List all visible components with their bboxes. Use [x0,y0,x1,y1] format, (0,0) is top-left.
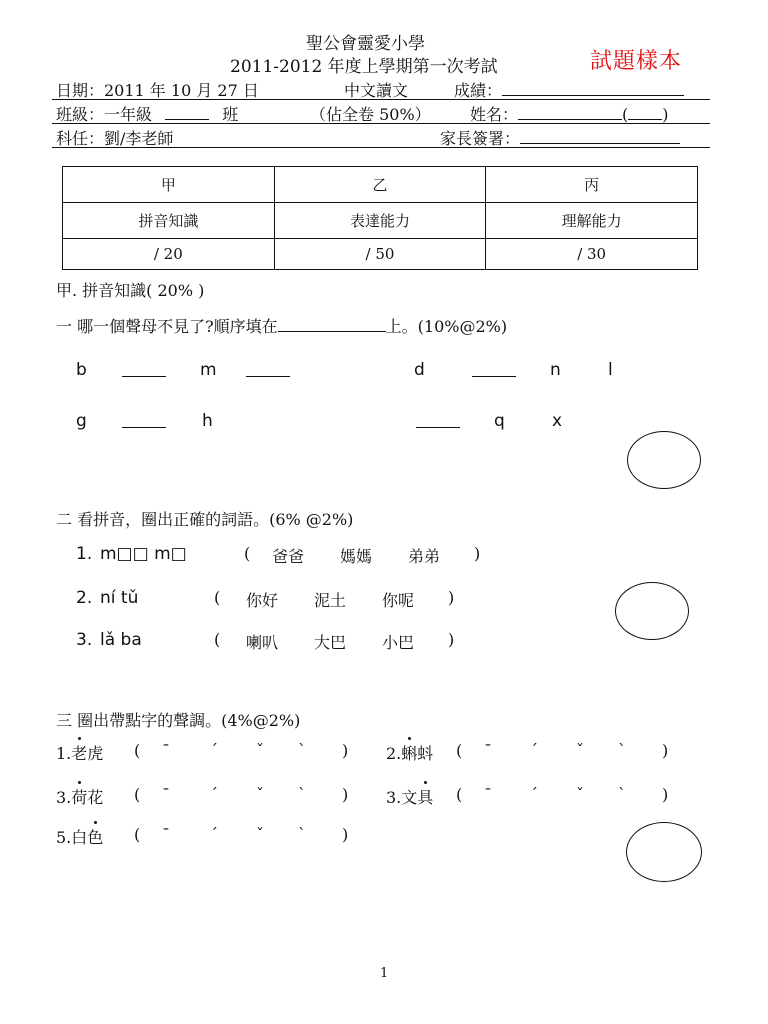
header-rule-2 [52,123,710,124]
score-blank[interactable] [502,81,684,96]
exam-title: 2011-2012 年度上學期第一次考試 [230,57,498,77]
q1-title-suffix: 上。(10%@2%) [385,317,508,336]
q3-item-4 [386,785,433,808]
q2-item-1-option-2[interactable]: 媽媽 [340,547,373,566]
q3-item-2-tone-4[interactable]: ˋ [618,741,626,760]
class-suffix: 班 [222,105,239,124]
q2-item-2-number: 2. [76,588,93,608]
section-yi-score[interactable]: / 50 [274,238,486,269]
q3-item-2-char-1: 蝌 [401,741,417,764]
q3-item-4-tone-1[interactable]: ˉ [484,785,492,804]
q1-letter-m: m [200,360,217,380]
q2-item-1-number: 1. [76,544,93,564]
class-label: 班級：一年級 [56,105,153,124]
header-rule-1 [52,99,710,100]
q2-item-3-number: 3. [76,630,93,650]
q3-item-3-close: ) [342,785,349,804]
q3-item-5-char-2: 色 [87,825,103,848]
q3-item-1-tone-4[interactable]: ˋ [298,741,306,760]
q3-item-4-char-1: 文 [401,788,418,807]
q3-item-2-tone-3[interactable]: ˇ [576,741,584,760]
q3-item-5-open: ( [134,825,141,844]
q3-item-4-tone-2[interactable]: ˊ [530,785,538,804]
q3-item-3-tone-3[interactable]: ˇ [256,785,264,804]
q3-item-5-tone-2[interactable]: ˊ [210,825,218,844]
q2-item-1-open: ( [244,544,251,563]
q2-item-2-option-3[interactable]: 你呢 [382,591,415,610]
q3-item-2 [386,741,433,764]
q3-item-5-tone-4[interactable]: ˋ [298,825,306,844]
q3-item-2-open: ( [456,741,463,760]
header-rule-3 [52,147,710,148]
q1-blank-2[interactable] [246,362,290,377]
name-blank[interactable] [518,105,622,120]
q3-item-3-char-2: 花 [87,788,104,807]
q1-letter-x: x [552,411,563,431]
q3-item-3-tone-2[interactable]: ˊ [210,785,218,804]
q1-blank-1[interactable] [122,362,166,377]
school-name: 聖公會靈愛小學 [306,34,425,54]
q3-item-1-tone-2[interactable]: ˊ [210,741,218,760]
q1-letter-g: g [76,411,87,431]
q3-item-5 [56,825,103,848]
q1-blank-3[interactable] [472,362,516,377]
q1-letter-h: h [202,411,213,431]
parent-sign-field[interactable] [440,126,680,149]
q3-item-4-tone-4[interactable]: ˋ [618,785,626,804]
exam-date: 日期：2011 年 10 月 27 日 [56,81,259,100]
sample-stamp: 試題樣本 [590,49,683,74]
section-jia-score[interactable]: / 20 [63,238,275,269]
q2-item-1-option-3[interactable]: 弟弟 [408,547,441,566]
q3-item-3-char-1: 荷 [71,785,87,808]
q1-score-circle [627,431,701,489]
section-yi-header: 乙 [274,167,486,203]
q3-item-4-close: ) [662,785,669,804]
q3-item-5-tone-1[interactable]: ˉ [162,825,170,844]
q3-item-1-char-1: 老 [71,741,87,764]
score-field[interactable] [454,78,684,101]
weight-note: （佔全卷 50%） [310,105,431,124]
q3-item-1-open: ( [134,741,141,760]
q3-item-5-tone-3[interactable]: ˇ [256,825,264,844]
section-jia-name: 拼音知識 [63,202,275,238]
q3-item-2-close: ) [662,741,669,760]
parent-sign-label: 家長簽署： [440,129,521,148]
class-field [56,102,238,125]
q1-blank-4[interactable] [122,413,166,428]
q2-item-2-open: ( [214,588,221,607]
table-row [63,238,698,269]
section-bing-header: 丙 [486,167,698,203]
section-bing-name: 理解能力 [486,202,698,238]
q3-title: 三 圈出帶點字的聲調。(4%@2%) [56,711,301,730]
q2-score-circle [615,582,689,640]
q3-item-1-tone-3[interactable]: ˇ [256,741,264,760]
q2-item-3-close: ) [448,630,455,649]
q2-item-3-option-3[interactable]: 小巴 [382,633,415,652]
q1-title [56,314,507,337]
q2-item-2-pinyin: ní tǔ [100,588,139,608]
q3-item-3-tone-4[interactable]: ˋ [298,785,306,804]
q2-item-3-pinyin: lǎ ba [100,630,142,650]
q3-item-1-close: ) [342,741,349,760]
q3-item-1-char-2: 虎 [87,744,104,763]
score-label: 成績： [454,81,503,100]
q1-blank-5[interactable] [416,413,460,428]
q3-item-4-tone-3[interactable]: ˇ [576,785,584,804]
q1-title-blank [278,317,386,332]
score-table [62,166,698,270]
q2-item-2-option-2[interactable]: 泥土 [314,591,347,610]
q1-letter-b: b [76,360,87,380]
q3-item-3-open: ( [134,785,141,804]
table-row [63,167,698,203]
q2-item-1-pinyin: m□□ m□ [100,544,187,564]
class-blank[interactable] [165,105,209,120]
q3-score-circle [626,822,702,882]
class-number-blank[interactable] [628,105,662,120]
parent-sign-blank[interactable] [520,129,680,144]
q3-item-2-char-2: 蚪 [417,744,434,763]
q2-title: 二 看拼音，圈出正確的詞語。(6% @2%) [56,510,354,529]
q3-item-4-number: 3. [386,788,402,807]
q3-item-3 [56,785,103,808]
section-jia-header: 甲 [63,167,275,203]
q3-item-1 [56,741,103,764]
name-label: 姓名： [470,105,519,124]
section-yi-name: 表達能力 [274,202,486,238]
q3-item-5-number: 5. [56,828,72,847]
q3-item-3-tone-1[interactable]: ˉ [162,785,170,804]
class-number-close: ) [662,105,669,124]
section-bing-score[interactable]: / 30 [486,238,698,269]
q1-letter-q: q [494,411,505,431]
q1-letter-n: n [550,360,561,380]
q3-item-1-number: 1. [56,744,72,763]
q3-item-3-number: 3. [56,788,72,807]
q3-item-5-char-1: 白 [71,828,88,847]
class-number-open: ( [622,105,629,124]
q2-item-2-close: ) [448,588,455,607]
q3-item-2-tone-2[interactable]: ˊ [530,741,538,760]
q1-letter-l: l [608,360,613,380]
q3-item-1-tone-1[interactable]: ˉ [162,741,170,760]
table-row [63,202,698,238]
q1-letter-d: d [414,360,425,380]
q3-item-2-number: 2. [386,744,402,763]
name-field[interactable] [470,102,669,125]
q2-item-2-option-1[interactable]: 你好 [246,591,279,610]
q2-item-3-open: ( [214,630,221,649]
page-number: 1 [380,966,389,981]
q1-title-text: 一 哪一個聲母不見了?順序填在 [56,317,278,336]
subject-name: 中文讀文 [344,81,409,100]
q2-item-3-option-2[interactable]: 大巴 [314,633,347,652]
teacher-name: 科任：劉/李老師 [56,129,174,148]
q2-item-1-option-1[interactable]: 爸爸 [272,547,305,566]
q3-item-4-open: ( [456,785,463,804]
section-jia-title: 甲. 拼音知識( 20% ) [56,281,205,300]
q3-item-4-char-2: 具 [417,785,433,808]
q3-item-5-close: ) [342,825,349,844]
q3-item-2-tone-1[interactable]: ˉ [484,741,492,760]
q2-item-3-option-1[interactable]: 喇叭 [246,633,279,652]
q2-item-1-close: ) [474,544,481,563]
